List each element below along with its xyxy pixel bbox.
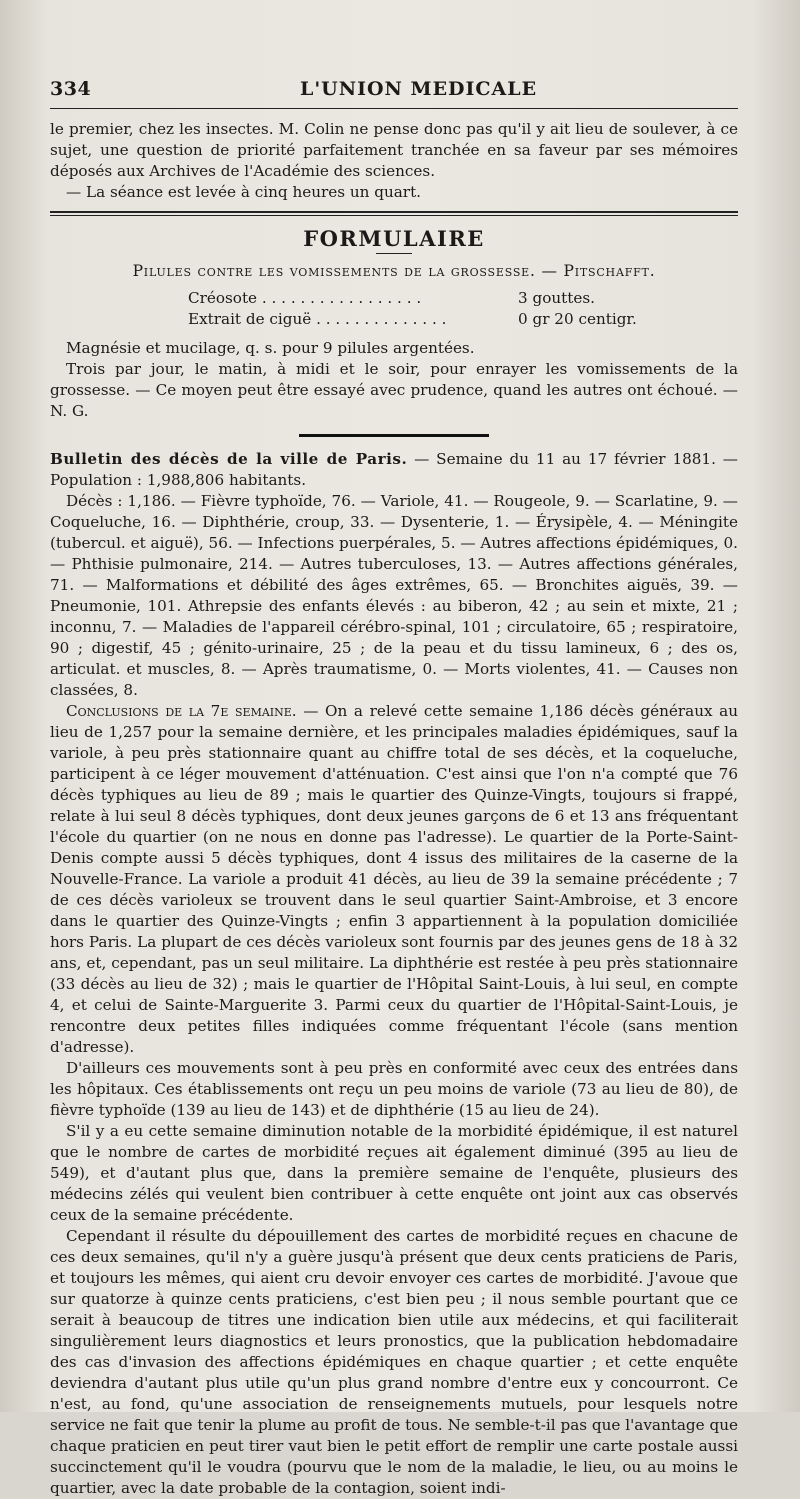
recipe-ingredients: [188, 288, 668, 330]
seance-closing: — La séance est levée à cinq heures un quart.: [66, 183, 422, 201]
heading-short-rule: [376, 253, 412, 254]
ingredient-name: Extrait de ciguë . . . . . . . . . . . . . .: [188, 310, 447, 328]
journal-title: L'UNION MEDICALE: [300, 78, 538, 100]
ingredient-quantity: 3 gouttes.: [518, 289, 595, 307]
bulletin-deces: Décès : 1,186. — Fièvre typhoïde, 76. — Variole, 41. — Rougeole, 9. — Scarlatine, 9. — Coqueluche, 16. — Diphthérie, croup, 33. — Dysenterie, 1. — Érysipèle, 4. — Méningite (tubercul. et aiguë), 56. — Infections puerpérales, 5. — Autres affections épidémiques, 0. — Phthisie pulmonaire, 214. — Autres tuberculoses, 13. — Autres affections générales, 71. — Malformations et débilité des âges extrêmes, 65. — Bronchites aiguës, 39. — Pneumonie, 101. Athrepsie des enfants élevés : au biberon, 42 ; au sein et mixte, 21 ; inconnu, 7. — Maladies de l'appareil cérébro-spinal, 101 ; circulatoire, 65 ; respiratoire, 90 ; digestif, 45 ; génito-urinaire, 25 ; de la peau et du tissu lamineux, 6 ; des os, articulat. et muscles, 8. — Après traumatisme, 0. — Morts violentes, 41. — Causes non classées, 8.: [50, 492, 738, 699]
bulletin-title: Bulletin des décès de la ville de Paris.: [50, 450, 408, 468]
paragraph-cependant: Cependant il résulte du dépouillement des cartes de morbidité reçues en chacune de ces deux semaines, qu'il n'y a guère jusqu'à présent que deux cents praticiens de Paris, et toujours les mêmes, qui aient cru devoir envoyer ces cartes de morbidité. J'avoue que sur quatorze à quinze cents praticiens, c'est bien peu ; il nous semble pourtant que ce serait à beaucoup de titres une indication bien utile aux médecins, et qui faciliterait singulièrement leurs diagnostics et leurs pronostics, que la publication hebdomadaire des cas d'invasion des affections épidémiques en chaque quartier ; et cette enquête deviendra d'autant plus utile qu'un plus grand nombre d'entre eux y concourront. Ce n'est, au fond, qu'une association de renseignements mutuels, pour lesquels notre service ne fait que tenir la plume au profit de tous. Ne semble-t-il pas que l'avantage que chaque praticien en peut tirer vaut bien le petit effort de remplir une carte postale aussi succinctement qu'il le voudra (pourvu que le nom de la maladie, le lieu, ou au moins le quartier, avec la date probable de la contagion, soient indi-: [50, 1227, 738, 1497]
recipe-row: [188, 288, 668, 309]
bulletin-title-rest: — Semaine du 11 au 17 février 1881. — Population : 1,988,806 habitants.: [50, 450, 738, 489]
header-rule: [50, 108, 738, 109]
ingredient-quantity: 0 gr 20 centigr.: [518, 310, 637, 328]
formulaire-heading: FORMULAIRE: [303, 226, 485, 251]
center-rule: [299, 434, 489, 437]
bulletin-heading: [50, 449, 738, 491]
page-content: [50, 68, 738, 1499]
intro-paragraph: le premier, chez les insectes. M. Colin ne pense donc pas qu'il y ait lieu de soulever, à ce sujet, une question de priorité parfaitement tranchée en sa faveur par ses mémoires déposés aux Archives de l'Académie des sciences.: [50, 120, 738, 180]
recipe-line-1: Magnésie et mucilage, q. s. pour 9 pilules argentées.: [66, 339, 475, 357]
page-number: 334: [50, 78, 92, 100]
bulletin-conclusions: [50, 701, 738, 1058]
recipe-line-2: Trois par jour, le matin, à midi et le soir, pour enrayer les vomissements de la grossesse. — Ce moyen peut être essayé avec prudence, quand les autres ont échoué. — N. G.: [50, 360, 738, 420]
recipe-row: [188, 309, 668, 330]
conclusions-label: Conclusions de la 7e semaine.: [66, 702, 297, 720]
paragraph-ailleurs: D'ailleurs ces mouvements sont à peu près en conformité avec ceux des entrées dans les hôpitaux. Ces établissements ont reçu un peu moins de variole (73 au lieu de 80), de fièvre typhoïde (139 au lieu de 143) et de diphthérie (15 au lieu de 24).: [50, 1059, 738, 1119]
paragraph-sil: S'il y a eu cette semaine diminution notable de la morbidité épidémique, il est naturel que le nombre de cartes de morbidité reçues ait également diminué (395 au lieu de 549), et d'autant plus que, dans la première semaine de l'enquête, plusieurs des médecins zélés qui veulent bien contribuer à cette enquête ont joint aux cas observés ceux de la semaine précédente.: [50, 1122, 738, 1224]
running-header: [50, 68, 738, 102]
section-double-rule: [50, 211, 738, 216]
ingredient-name: Créosote . . . . . . . . . . . . . . . . .: [188, 289, 422, 307]
conclusions-text: — On a relevé cette semaine 1,186 décès généraux au lieu de 1,257 pour la semaine dernière, et les principales maladies épidémiques, sauf la variole, à peu près stationnaire quant au chiffre total de ses décès, et la coqueluche, participent à ce léger mouvement d'atténuation. C'est ainsi que l'on n'a compté que 76 décès typhiques au lieu de 89 ; mais le quartier des Quinze-Vingts, toujours si frappé, relate à lui seul 8 décès typhiques, dont deux jeunes garçons de 6 et 13 ans fréquentant l'école du quartier (on ne nous en donne pas l'adresse). Le quartier de la Porte-Saint-Denis compte aussi 5 décès typhiques, dont 4 issus des militaires de la caserne de la Nouvelle-France. La variole a produit 41 décès, au lieu de 39 la semaine précédente ; 7 de ces décès varioleux se trouvent dans le seul quartier Saint-Ambroise, et 3 encore dans le quartier des Quinze-Vingts ; enfin 3 appartiennent à la population domiciliée hors Paris. La plupart de ces décès varioleux sont fournis par des jeunes gens de 18 à 32 ans, et, cependant, pas un seul militaire. La diphthérie est restée à peu près stationnaire (33 décès au lieu de 32) ; mais le quartier de l'Hôpital Saint-Louis, à lui seul, en compte 4, et celui de Sainte-Marguerite 3. Parmi ceux du quartier de l'Hôpital-Saint-Louis, je rencontre deux petites filles indiquées comme fréquentant l'école (sans mention d'adresse).: [50, 702, 738, 1056]
formulaire-subheading: Pilules contre les vomissements de la grossesse. — Pitschafft.: [132, 262, 656, 280]
